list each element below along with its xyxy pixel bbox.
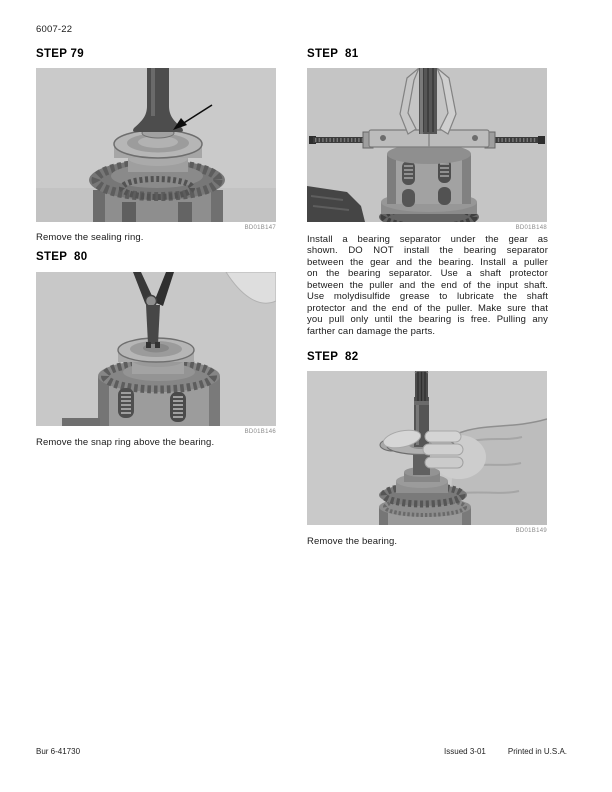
step-79-photo [36,68,276,222]
step-80-photo-id: BD01B146 [244,429,276,435]
step-79-photo-id: BD01B147 [244,225,276,231]
body-line: on the bearing separator. Use a shaft protector [307,268,548,280]
step-79-heading: STEP 79 [36,48,84,60]
bearing-separator-photo-illustration [307,68,547,222]
step-79-caption: Remove the sealing ring. [36,232,144,243]
footer-right-group [444,747,567,756]
step-82-photo [307,371,547,525]
step-81-instructions [307,234,548,337]
step-80-photo [36,272,276,426]
step-81-heading: STEP 81 [307,48,359,60]
step-80-caption: Remove the snap ring above the bearing. [36,437,215,448]
step-81-photo [307,68,547,222]
section-page-code: 6007-22 [36,24,73,35]
step-82-photo-id: BD01B149 [515,528,547,534]
footer-printed: Printed in U.S.A. [507,747,567,756]
remove-bearing-photo-illustration [307,371,547,525]
body-line: shown. DO NOT install the bearing separator [307,245,548,257]
body-line: you pull only until the bearing is free. Pulling any [307,314,548,326]
body-line: Use molydisulfide grease to lubricate the shaft [307,291,548,303]
step-80-heading: STEP 80 [36,251,88,263]
footer-issued: Issued 3-01 [444,747,486,756]
body-line: between the puller and the end of the input shaft. [307,279,548,291]
snap-ring-pliers-photo-illustration [36,272,276,426]
step-82-caption: Remove the bearing. [307,536,398,547]
footer-reference: Bur 6-41730 [36,747,81,756]
body-line: farther can damage the parts. [307,325,436,337]
body-line: between the gear and the bearing. Install a puller [307,256,548,268]
body-line: Install a bearing separator under the gear as [307,234,548,245]
step-81-photo-id: BD01B148 [515,225,547,231]
sealing-ring-photo-illustration [36,68,276,222]
step-82-heading: STEP 82 [307,351,359,363]
body-line: protector and the end of the puller. Make sure that [307,302,548,314]
